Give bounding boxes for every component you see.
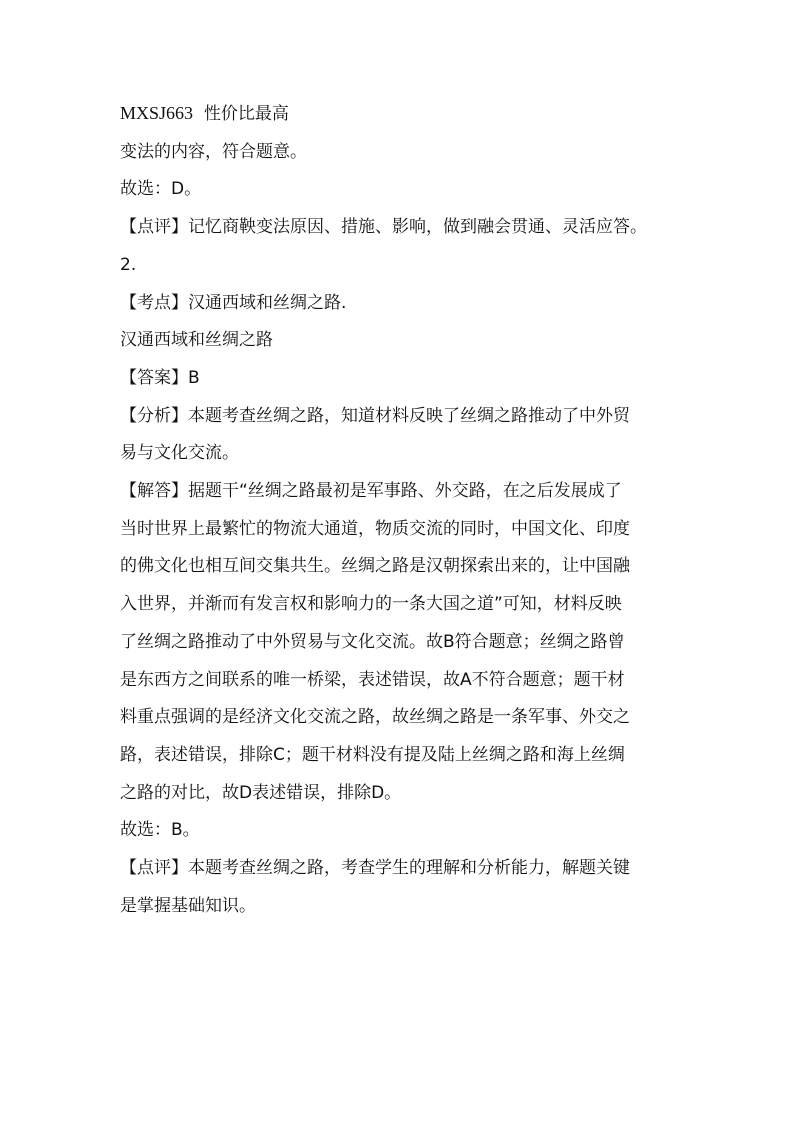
text-line: 故选：D。 bbox=[120, 179, 202, 200]
text-line: 汉通西域和丝绸之路 bbox=[120, 330, 273, 351]
text-line: 的佛文化也相互间交集共生。丝绸之路是汉朝探索出来的，让中国融 bbox=[120, 556, 630, 577]
text-line: 【点评】本题考查丝绸之路，考查学生的理解和分析能力，解题关键 bbox=[120, 858, 630, 879]
document-page bbox=[120, 95, 676, 925]
text-line: 料重点强调的是经济文化交流之路，故丝绸之路是一条军事、外交之 bbox=[120, 707, 630, 728]
text-line: 是东西方之间联系的唯一桥梁，表述错误，故A不符合题意；题干材 bbox=[120, 669, 625, 690]
text-line: 易与文化交流。 bbox=[120, 443, 239, 464]
header-tagline: 性价比最高 bbox=[203, 104, 289, 124]
text-line: 【分析】本题考查丝绸之路，知道材料反映了丝绸之路推动了中外贸 bbox=[120, 405, 630, 426]
text-line: 路，表述错误，排除C；题干材料没有提及陆上丝绸之路和海上丝绸 bbox=[120, 744, 625, 765]
text-line: 是掌握基础知识。 bbox=[120, 895, 256, 916]
text-line: 变法的内容，符合题意。 bbox=[120, 141, 307, 162]
page-header bbox=[120, 95, 676, 134]
header-code: MXSJ663 bbox=[120, 103, 194, 123]
text-line: 故选：B。 bbox=[120, 820, 200, 841]
text-line: 【答案】B bbox=[120, 367, 200, 388]
text-line: 2. bbox=[120, 254, 137, 275]
text-line: 【点评】记忆商鞅变法原因、措施、影响，做到融会贯通、灵活应答。 bbox=[120, 217, 647, 238]
text-line: 入世界，并渐而有发言权和影响力的一条大国之道”可知，材料反映 bbox=[120, 594, 622, 615]
text-line: 之路的对比，故D表述错误，排除D。 bbox=[120, 782, 402, 803]
text-line: 了丝绸之路推动了中外贸易与文化交流。故B符合题意；丝绸之路曾 bbox=[120, 631, 625, 652]
text-line: 【解答】据题干“丝绸之路最初是军事路、外交路，在之后发展成了 bbox=[120, 481, 622, 502]
text-line: 【考点】汉通西域和丝绸之路. bbox=[120, 292, 347, 313]
text-line: 当时世界上最繁忙的物流大通道，物质交流的同时，中国文化、印度 bbox=[120, 518, 630, 539]
